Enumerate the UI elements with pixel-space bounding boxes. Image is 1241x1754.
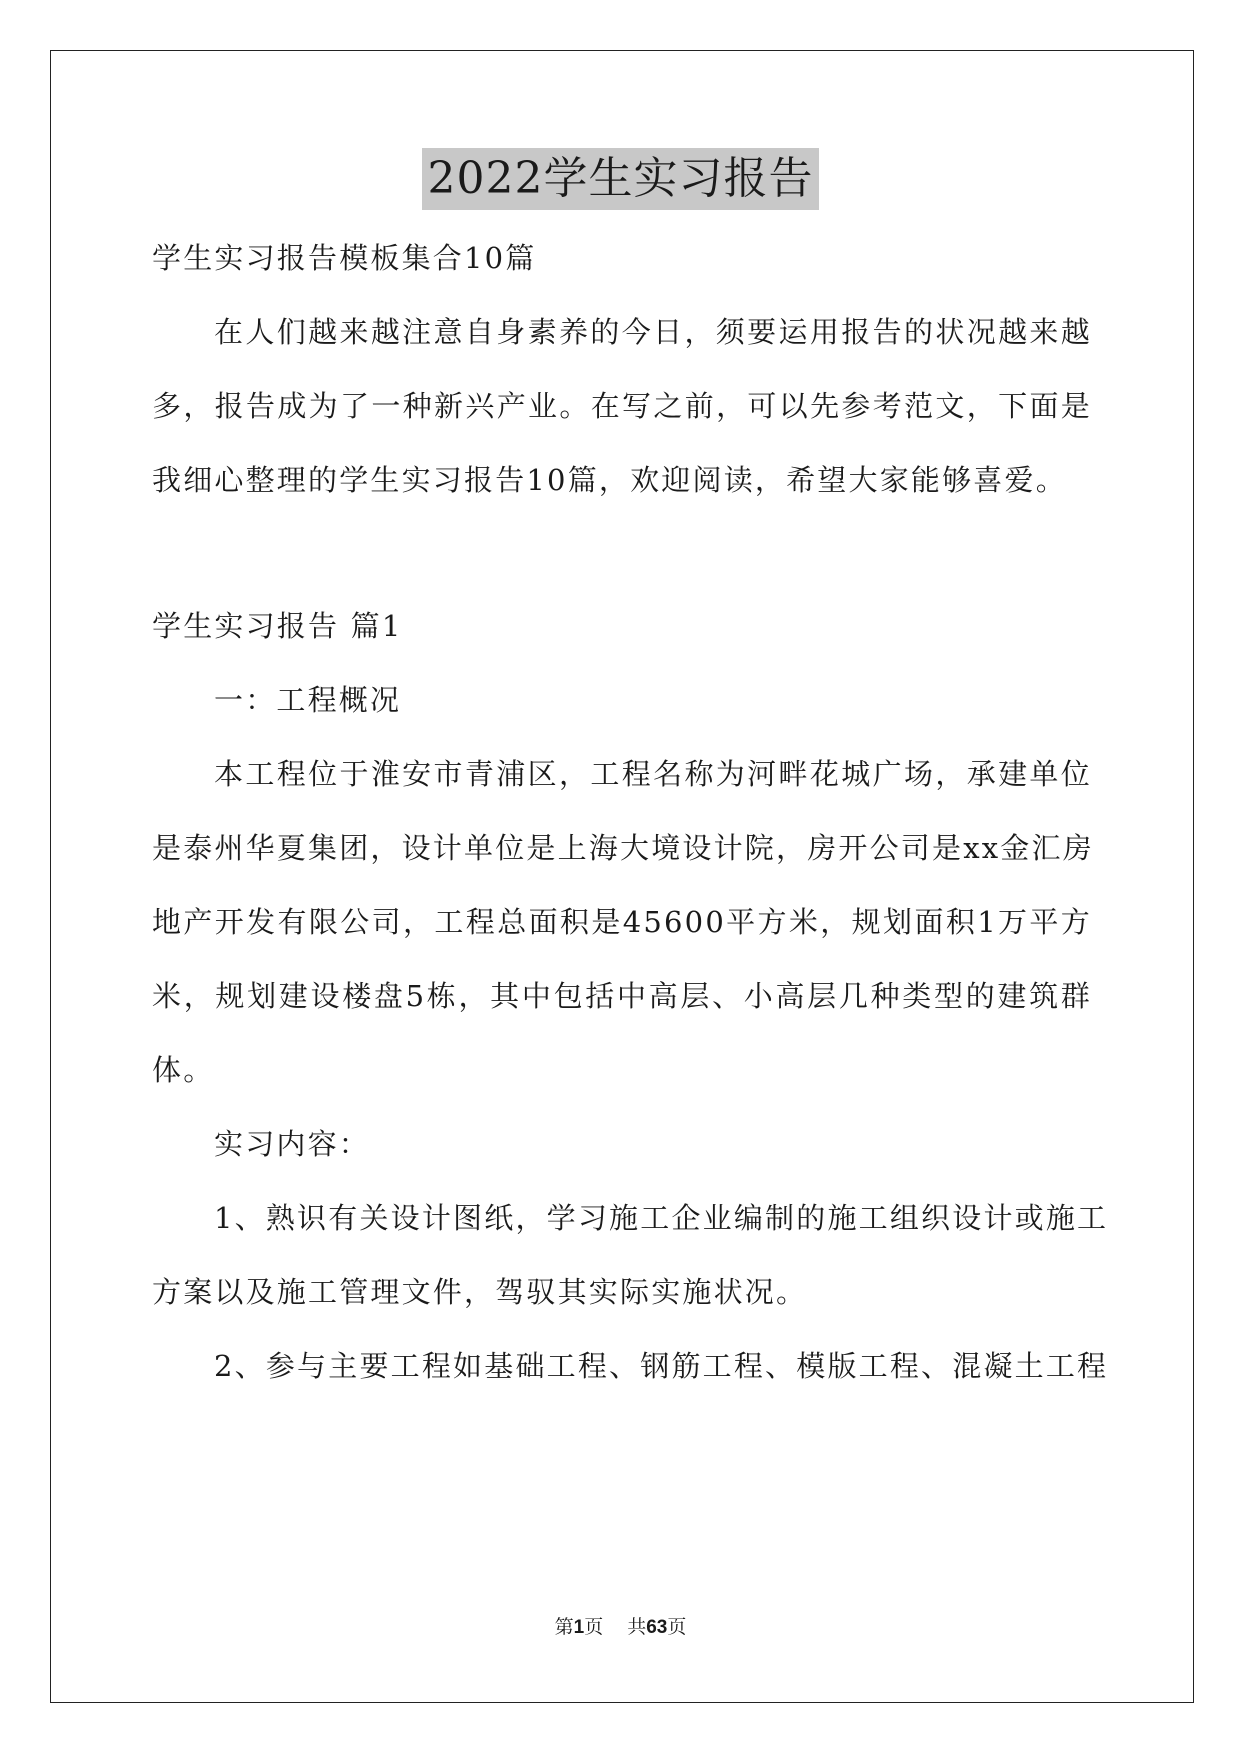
total-prefix: 共 [627,1616,647,1638]
total-pages: 63 [646,1617,668,1638]
paragraph-line: 是泰州华夏集团，设计单位是上海大境设计院，房开公司是xx金汇房 [152,831,1094,865]
page-border [50,50,1194,1703]
title-wrap [0,148,1241,210]
total-suffix: 页 [667,1616,687,1638]
page-footer [0,1615,1241,1640]
paragraph-line: 地产开发有限公司，工程总面积是45600平方米，规划面积1万平方 [152,905,1092,939]
document-title: 2022学生实习报告 [422,148,820,210]
paragraph-line: 多，报告成为了一种新兴产业。在写之前，可以先参考范文，下面是 [152,389,1092,423]
paragraph-line: 在人们越来越注意自身素养的今日，须要运用报告的状况越来越 [214,315,1092,349]
subtitle-line: 学生实习报告模板集合10篇 [152,241,537,275]
page-suffix: 页 [584,1616,604,1638]
page-prefix: 第 [554,1616,574,1638]
page-number: 1 [573,1617,585,1638]
paragraph-line: 我细心整理的学生实习报告10篇，欢迎阅读，希望大家能够喜爱。 [152,463,1067,497]
paragraph-line: 体。 [152,1053,215,1087]
sub-heading: 实习内容： [214,1127,371,1161]
paragraph-line: 本工程位于淮安市青浦区，工程名称为河畔花城广场，承建单位 [214,757,1092,791]
section-heading: 学生实习报告 篇1 [152,609,403,643]
paragraph-line: 方案以及施工管理文件，驾驭其实际实施状况。 [152,1275,808,1309]
paragraph-line: 1、熟识有关设计图纸，学习施工企业编制的施工组织设计或施工 [214,1201,1109,1235]
sub-heading: 一：工程概况 [214,683,402,717]
paragraph-line: 米，规划建设楼盘5栋，其中包括中高层、小高层几种类型的建筑群 [152,979,1092,1013]
paragraph-line: 2、参与主要工程如基础工程、钢筋工程、模版工程、混凝土工程 [214,1349,1109,1383]
